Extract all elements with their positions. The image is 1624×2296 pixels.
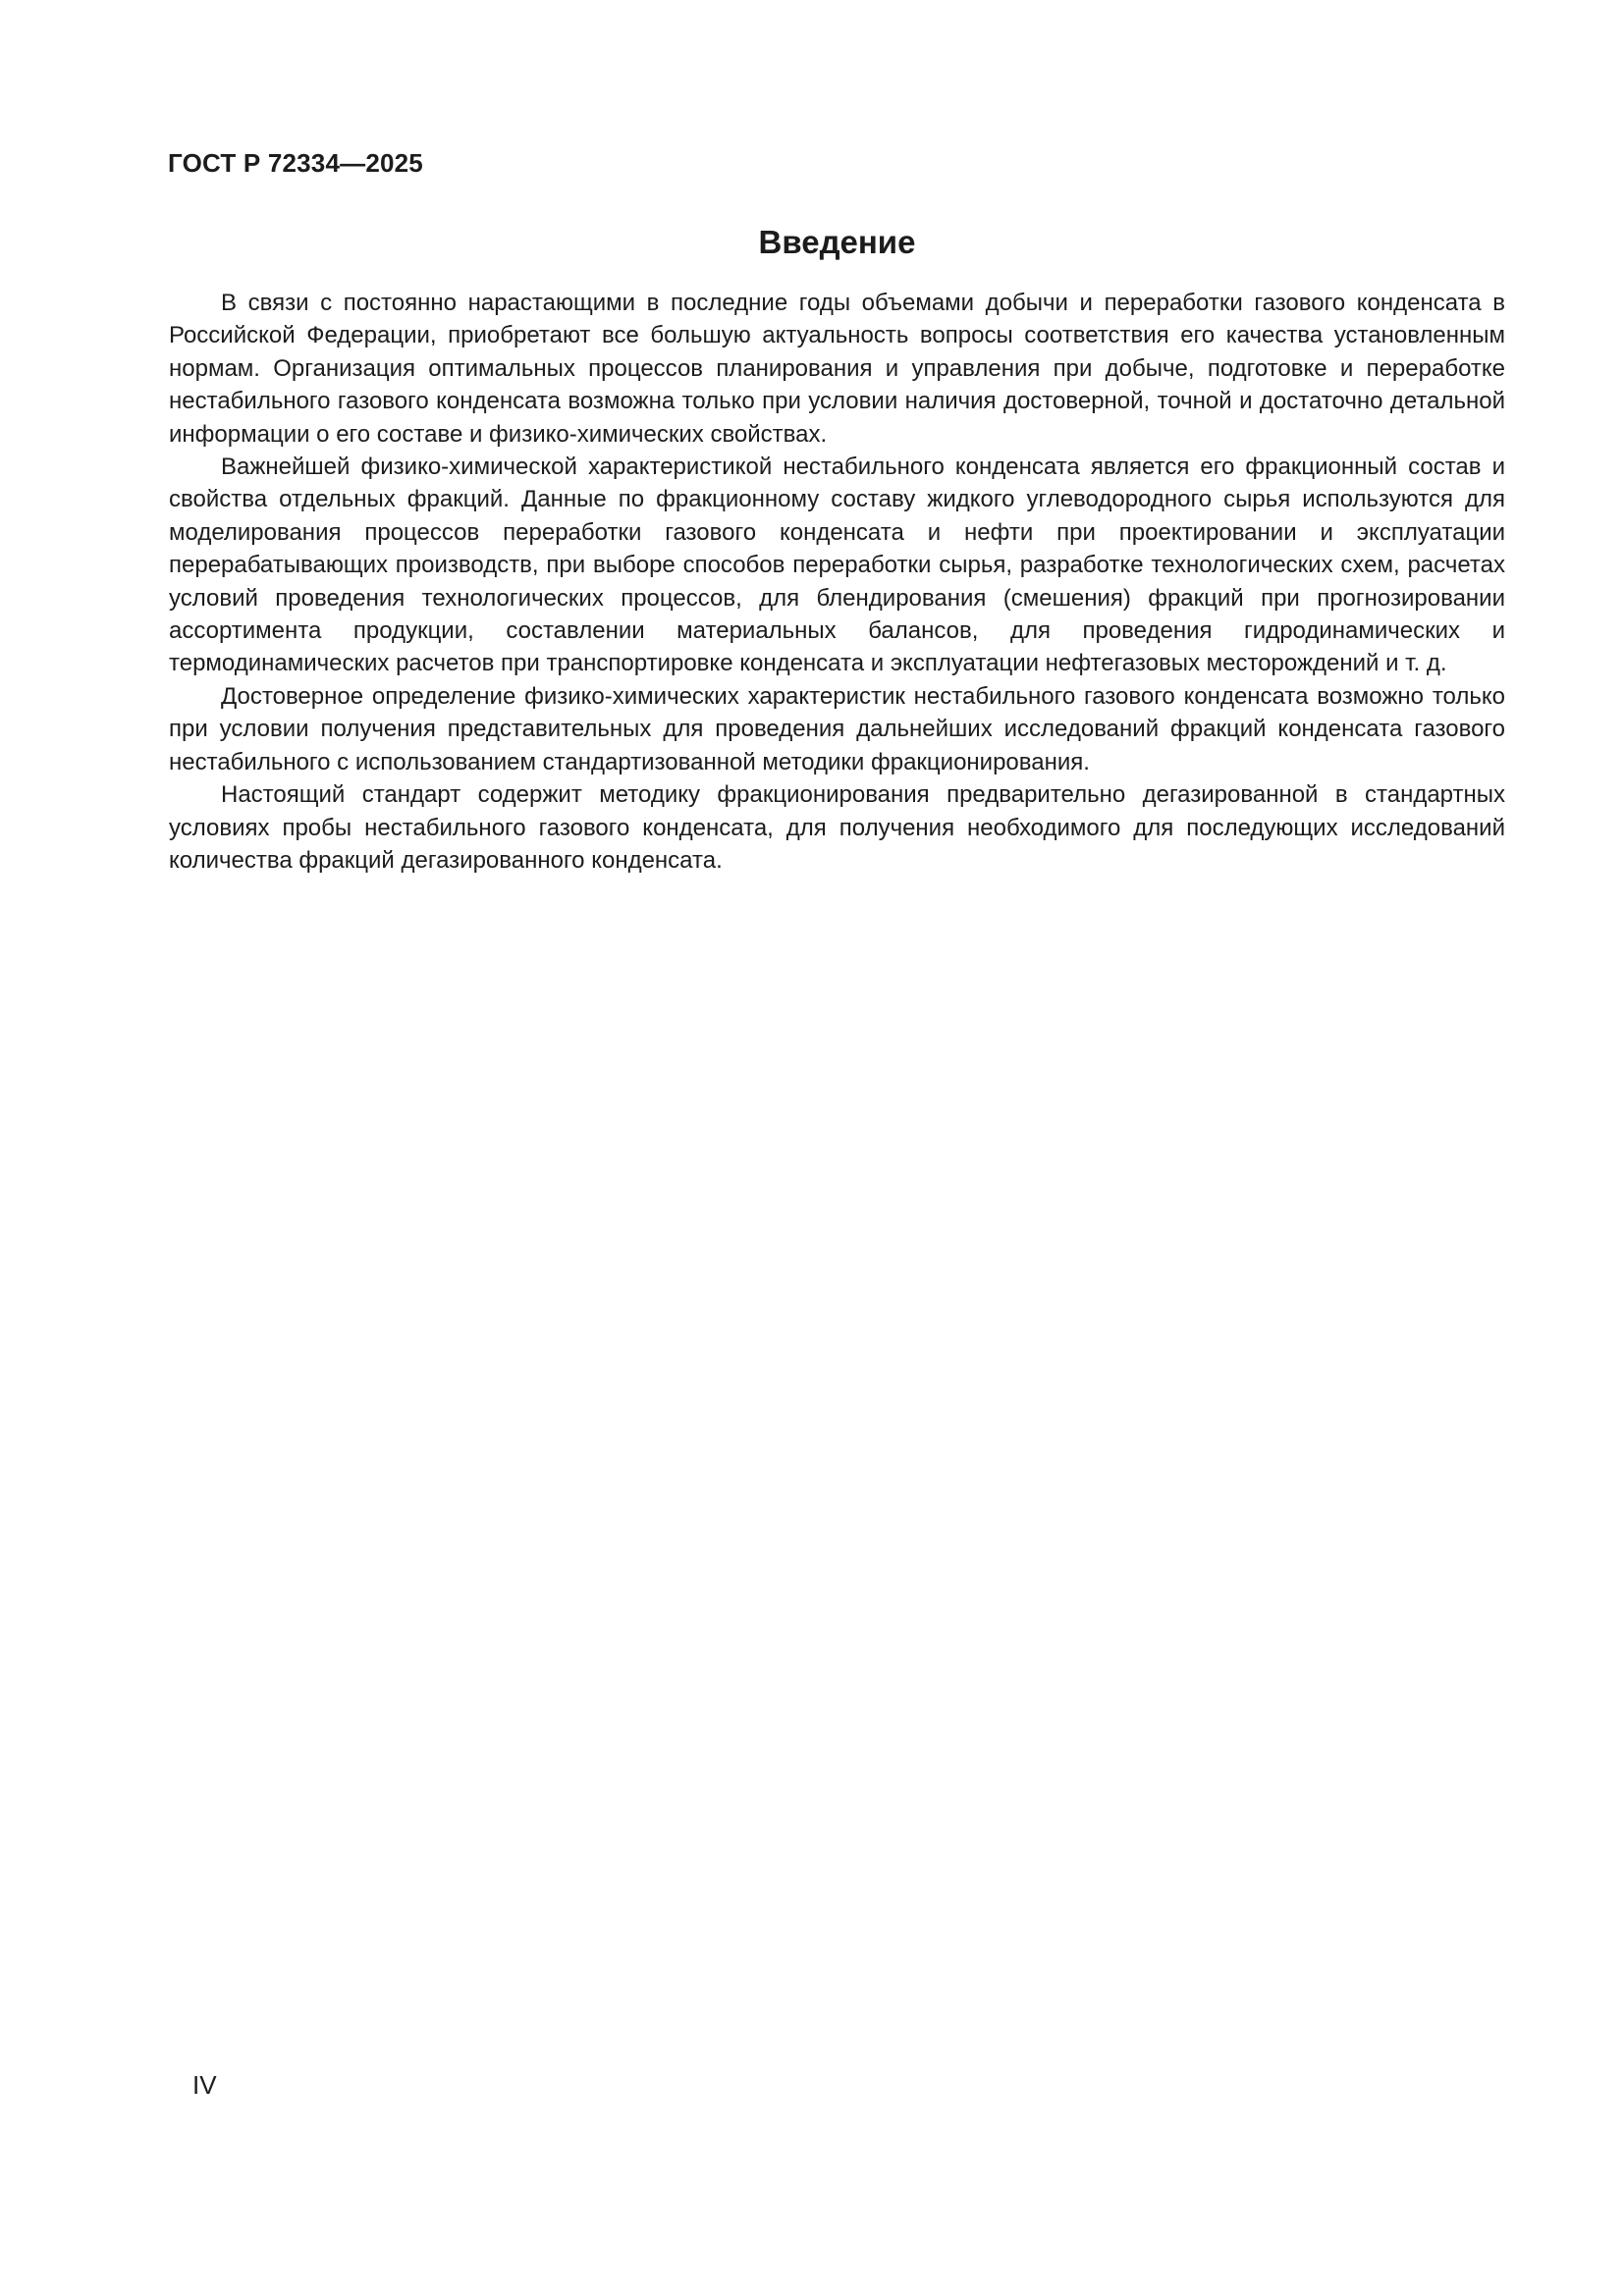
paragraph-2: Важнейшей физико-химической характеристикой нестабильного конденсата является его фракционный состав и свойства отдельных фракций. Данные по фракционному составу жидкого углеводородного сырья используются для моделирования процессов переработки газового конденсата и нефти при проектировании и эксплуатации перерабатывающих производств, при выборе способов переработки сырья, разработке технологических схем, расчетах условий проведения технологических процессов, для блендирования (смешения) фракций при прогнозировании ассортимента продукции, составлении материальных балансов, для проведения гидродинамических и термодинамических расчетов при транспортировке конденсата и эксплуатации нефтегазовых месторождений и т. д. bbox=[169, 454, 1505, 677]
paragraph-4: Настоящий стандарт содержит методику фракционирования предварительно дегазированной в стандартных условиях пробы нестабильного газового конденсата, для получения необходимого для последующих исследований количества фракций дегазированного конденсата. bbox=[169, 781, 1505, 874]
introduction-text bbox=[169, 287, 1505, 877]
document-number: ГОСТ Р 72334—2025 bbox=[168, 148, 423, 178]
paragraph-3: Достоверное определение физико-химических характеристик нестабильного газового конденсата возможно только при условии получения представительных для проведения дальнейших исследований фракций конденсата газового нестабильного с использованием стандартизованной методики фракционирования. bbox=[169, 682, 1505, 775]
section-title: Введение bbox=[758, 224, 916, 260]
page-number: IV bbox=[192, 2070, 217, 2100]
paragraph-1: В связи с постоянно нарастающими в последние годы объемами добычи и переработки газового конденсата в Российской Федерации, приобретают все большую актуальность вопросы соответствия его качества установленным нормам. Организация оптимальных процессов планирования и управления при добыче, подготовке и переработке нестабильного газового конденсата возможна только при условии наличия достоверной, точной и достаточно детальной информации о его составе и физико-химических свойствах. bbox=[169, 290, 1505, 448]
